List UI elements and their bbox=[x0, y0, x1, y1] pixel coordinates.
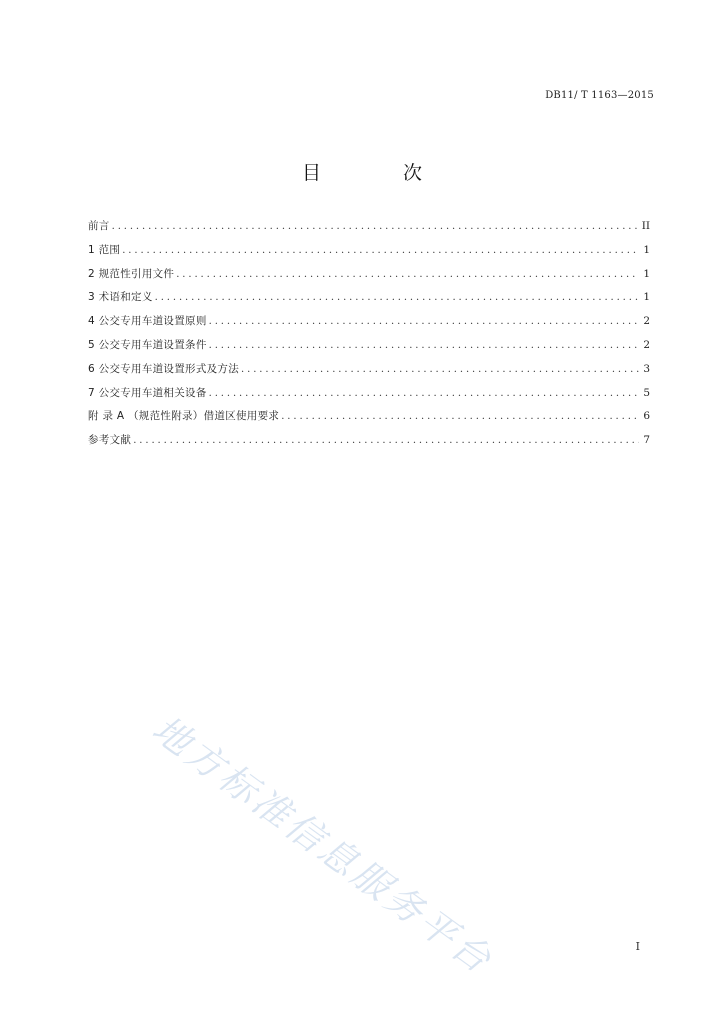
toc-entry-page: 1 bbox=[643, 291, 650, 304]
toc-entry-label: 6 公交专用车道设置形式及方法 bbox=[88, 362, 240, 375]
toc-leader-dots bbox=[209, 388, 639, 399]
toc-leader-dots bbox=[176, 269, 639, 280]
toc-entry-label: 参考文献 bbox=[88, 434, 132, 447]
toc-entry-bibliography[interactable] bbox=[88, 432, 650, 456]
toc-entry-page: II bbox=[641, 220, 650, 232]
toc-entry-label: 4 公交专用车道设置原则 bbox=[88, 315, 207, 328]
toc-entry-normative-references[interactable] bbox=[88, 266, 650, 290]
toc-entry-page: 2 bbox=[643, 338, 650, 351]
toc-entry-page: 3 bbox=[643, 362, 650, 375]
toc-entry-label: 7 公交专用车道相关设备 bbox=[88, 386, 207, 399]
toc-title: 目 次 bbox=[301, 162, 461, 184]
toc-leader-dots bbox=[122, 245, 639, 256]
toc-entry-equipment[interactable] bbox=[88, 385, 650, 409]
toc-leader-dots bbox=[281, 411, 639, 422]
toc-entry-terms-definitions[interactable] bbox=[88, 289, 650, 313]
toc-leader-dots bbox=[209, 340, 639, 351]
toc-entry-principles[interactable] bbox=[88, 313, 650, 337]
toc-entry-conditions[interactable] bbox=[88, 337, 650, 361]
watermark: 地方标准信息服务平台 bbox=[144, 707, 502, 984]
toc-entry-foreword[interactable] bbox=[88, 218, 650, 242]
toc-entry-label: 前言 bbox=[88, 220, 110, 232]
toc-entry-scope[interactable] bbox=[88, 242, 650, 266]
toc-entry-page: 5 bbox=[643, 386, 650, 399]
toc-entry-label: 附 录 A （规范性附录）借道区使用要求 bbox=[88, 410, 280, 423]
toc-leader-dots bbox=[133, 435, 639, 446]
toc-entry-page: 7 bbox=[643, 434, 650, 447]
toc-entry-label: 1 范围 bbox=[88, 243, 121, 256]
toc-leader-dots bbox=[112, 221, 639, 232]
toc-entry-label: 3 术语和定义 bbox=[88, 291, 153, 304]
toc-entry-page: 2 bbox=[643, 315, 650, 328]
toc-entry-label: 5 公交专用车道设置条件 bbox=[88, 338, 207, 351]
toc-entry-page: 6 bbox=[643, 410, 650, 423]
toc-leader-dots bbox=[241, 364, 639, 375]
toc-entry-label: 2 规范性引用文件 bbox=[88, 267, 175, 280]
toc-entry-appendix-a[interactable] bbox=[88, 408, 650, 432]
table-of-contents bbox=[88, 218, 650, 456]
toc-entry-page: 1 bbox=[643, 243, 650, 256]
page-number: I bbox=[635, 940, 640, 953]
document-code: DB11/ T 1163—2015 bbox=[545, 90, 654, 101]
toc-leader-dots bbox=[209, 316, 639, 327]
toc-entry-page: 1 bbox=[643, 267, 650, 280]
toc-leader-dots bbox=[155, 292, 639, 303]
toc-entry-forms-methods[interactable] bbox=[88, 361, 650, 385]
